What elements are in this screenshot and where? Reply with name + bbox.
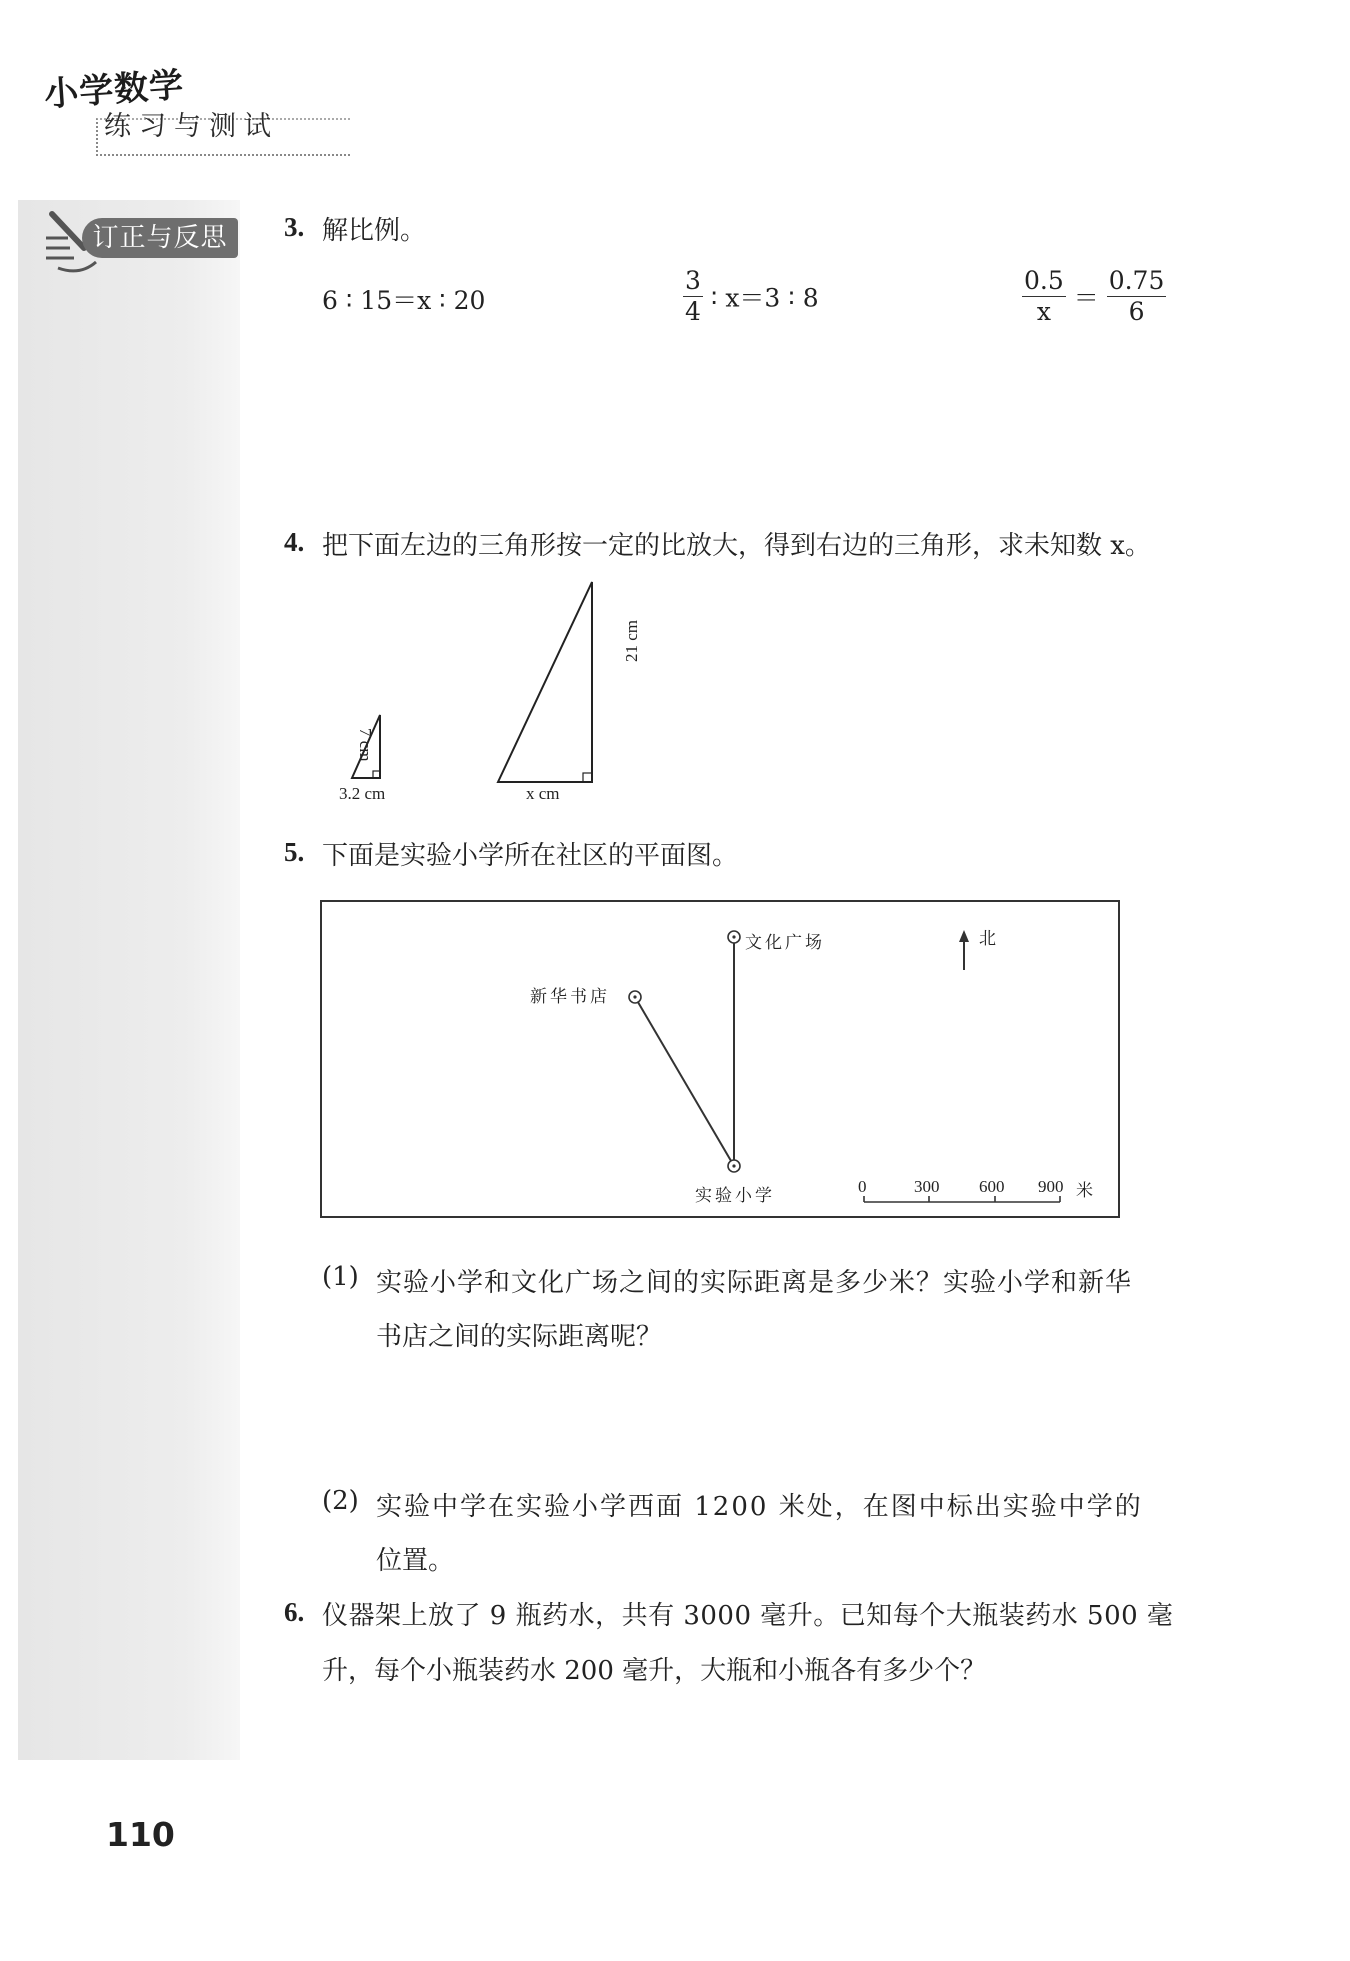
q5-sub2-label: (2) (322, 1486, 359, 1516)
q4-number: 4. (284, 527, 305, 557)
triangles-figure (330, 570, 630, 820)
q5-number: 5. (284, 837, 305, 867)
small-triangle-base-label: 3.2 cm (339, 784, 386, 803)
small-right-angle-mark (373, 771, 380, 778)
school-to-bookstore-line (635, 997, 734, 1166)
large-triangle (498, 582, 592, 782)
q6-line2: 升，每个小瓶装药水 200 毫升，大瓶和小瓶各有多少个？ (322, 1656, 987, 1686)
series-title: 小学数学 (43, 65, 186, 115)
large-right-angle-mark (583, 773, 592, 782)
q3-eq3-left-den: x (1036, 297, 1051, 326)
large-triangle-base-label: x cm (526, 784, 560, 803)
q6-number: 6. (284, 1597, 305, 1627)
q5-prompt: 下面是实验小学所在社区的平面图。 (322, 841, 739, 871)
q3-number: 3. (284, 212, 305, 242)
large-triangle-height-label: 21 cm (622, 619, 641, 662)
q3-eq3-equals: ＝ (1073, 283, 1099, 313)
q5-sub1-line1: 实验小学和文化广场之间的实际距离是多少米？实验小学和新华 (376, 1268, 1133, 1298)
q3-eq3-right-den: 6 (1128, 297, 1145, 326)
north-label: 北 (979, 929, 999, 949)
q4-prompt: 把下面左边的三角形按一定的比放大，得到右边的三角形，求未知数 x。 (322, 531, 1151, 561)
book-title: 练习与测试 (104, 111, 279, 142)
q5-sub2-line2: 位置。 (376, 1546, 455, 1576)
school-label: 实验小学 (695, 1186, 775, 1206)
q5-sub1-line2: 书店之间的实际距离呢？ (376, 1322, 663, 1352)
q3-eq2-rest: ∶ x＝3 ∶ 8 (710, 283, 819, 313)
north-arrow-head (959, 930, 969, 942)
bookstore-label: 新华书店 (530, 987, 610, 1007)
map-frame (321, 901, 1119, 1217)
q3-equation-1: 6 ∶ 15＝x ∶ 20 (322, 286, 486, 315)
q5-sub1-label: (1) (322, 1262, 359, 1292)
q6-line1: 仪器架上放了 9 瓶药水，共有 3000 毫升。已知每个大瓶装药水 500 毫 (322, 1601, 1174, 1631)
q3-prompt: 解比例。 (322, 216, 427, 246)
q3-equation-2 (683, 266, 819, 327)
scale-unit: 米 (1076, 1181, 1096, 1201)
culture-square-label: 文化广场 (745, 933, 825, 953)
page-number: 110 (106, 1815, 175, 1854)
scale-tick-600: 600 (979, 1177, 1005, 1196)
community-map (320, 900, 1122, 1220)
q3-eq2-denominator: 4 (685, 297, 701, 326)
q3-equation-3 (1022, 266, 1166, 327)
scale-tick-0: 0 (858, 1177, 867, 1196)
scale-tick-900: 900 (1038, 1177, 1064, 1196)
reflection-sidebar (18, 200, 240, 1760)
q3-eq2-numerator: 3 (685, 266, 701, 295)
q5-sub2-line1: 实验中学在实验小学西面 1200 米处，在图中标出实验中学的 (376, 1492, 1143, 1522)
q3-eq3-right-num: 0.75 (1108, 266, 1165, 295)
small-triangle-height-label: 7 cm (356, 728, 375, 762)
q3-eq3-left-num: 0.5 (1024, 266, 1064, 295)
correction-reflection-tag: 订正与反思 (82, 218, 238, 258)
scale-tick-300: 300 (914, 1177, 940, 1196)
